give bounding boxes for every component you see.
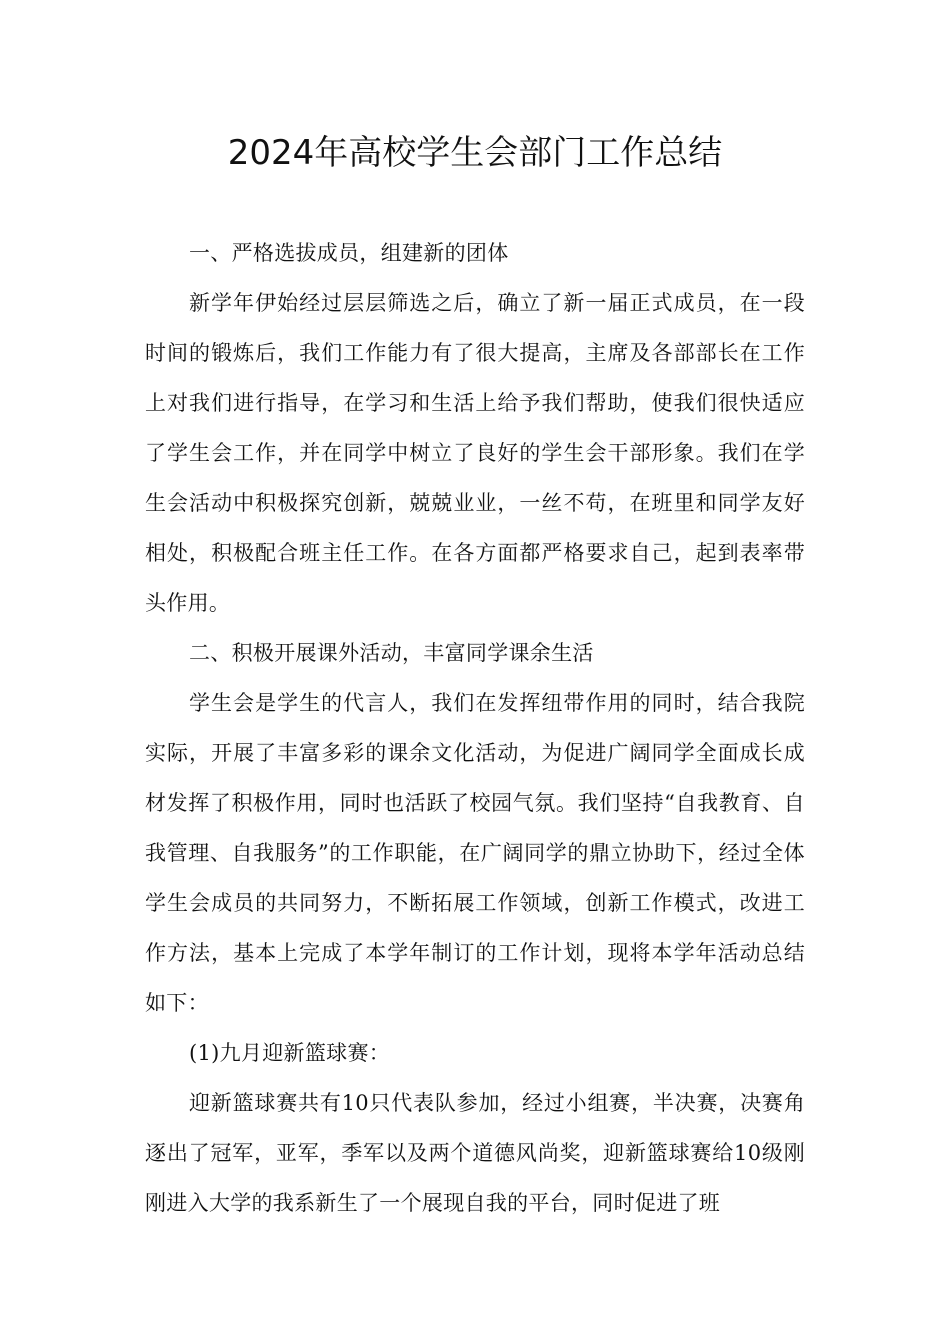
paragraph-1: 新学年伊始经过层层筛选之后，确立了新一届正式成员，在一段时间的锻炼后，我们工作能力有了很大提高，主席及各部部长在工作上对我们进行指导，在学习和生活上给予我们帮助，使我们很快适应了学生会工作，并在同学中树立了良好的学生会干部形象。我们在学生会活动中积极探究创新，兢兢业业，一丝不苟，在班里和同学友好相处，积极配合班主任工作。在各方面都严格要求自己，起到表率带头作用。: [145, 291, 805, 615]
section-heading-2: 二、积极开展课外活动，丰富同学课余生活: [189, 641, 594, 665]
paragraph-2: 学生会是学生的代言人，我们在发挥纽带作用的同时，结合我院实际，开展了丰富多彩的课余文化活动，为促进广阔同学全面成长成材发挥了积极作用，同时也活跃了校园气氛。我们坚持“自我教育、自我管理、自我服务”的工作职能，在广阔同学的鼎立协助下，经过全体学生会成员的共同努力，不断拓展工作领域，创新工作模式，改进工作方法，基本上完成了本学年制订的工作计划，现将本学年活动总结如下：: [145, 691, 805, 1015]
paragraph-3: 迎新篮球赛共有10只代表队参加，经过小组赛，半决赛，决赛角逐出了冠军，亚军，季军以及两个道德风尚奖，迎新篮球赛给10级刚刚进入大学的我系新生了一个展现自我的平台，同时促进了班: [145, 1091, 805, 1215]
subheading-1: (1)九月迎新篮球赛：: [189, 1041, 391, 1065]
document-body: [145, 228, 805, 1228]
section-heading-1: 一、严格选拔成员，组建新的团体: [189, 241, 509, 265]
document-title: 2024年高校学生会部门工作总结: [227, 133, 723, 173]
